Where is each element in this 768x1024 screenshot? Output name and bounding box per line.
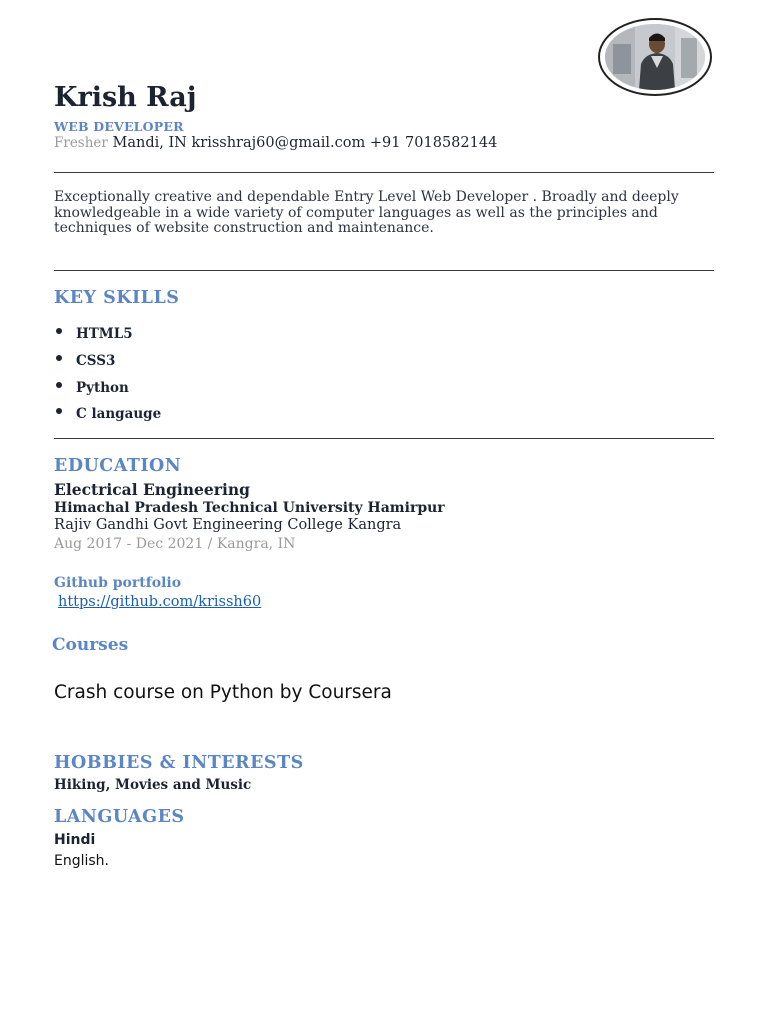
contact-details: Mandi, IN krisshraj60@gmail.com +91 7018582144 <box>112 135 498 151</box>
github-heading: Github portfolio <box>54 575 182 591</box>
person-photo-icon <box>605 24 705 90</box>
skill-label: C langauge <box>76 406 162 422</box>
bullet-icon <box>56 382 62 388</box>
hobbies-text: Hiking, Movies and Music <box>54 777 252 793</box>
candidate-name: Krish Raj <box>54 82 197 113</box>
education-dates: Aug 2017 - Dec 2021 / Kangra, IN <box>54 536 296 552</box>
degree-name: Electrical Engineering <box>54 480 250 499</box>
skill-item <box>56 326 133 342</box>
courses-heading: Courses <box>52 635 129 655</box>
hobbies-heading: HOBBIES & INTERESTS <box>54 753 304 773</box>
course-item: Crash course on Python by Coursera <box>54 682 392 703</box>
skill-item <box>56 406 161 422</box>
divider <box>54 438 714 439</box>
languages-heading: LANGUAGES <box>54 807 185 827</box>
skill-item <box>56 380 129 396</box>
skill-label: CSS3 <box>76 353 116 369</box>
bullet-icon <box>56 408 62 414</box>
skills-heading: KEY SKILLS <box>54 288 180 308</box>
bullet-icon <box>56 328 62 334</box>
divider <box>54 270 714 271</box>
status-label: Fresher <box>54 135 108 151</box>
job-title: WEB DEVELOPER <box>54 119 184 134</box>
skill-label: Python <box>76 380 129 396</box>
skill-label: HTML5 <box>76 326 133 342</box>
github-link[interactable]: https://github.com/krissh60 <box>58 594 262 610</box>
skill-item <box>56 353 115 369</box>
profile-photo <box>598 18 712 96</box>
summary-text: Exceptionally creative and dependable Entry Level Web Developer . Broadly and deeply knowledgeable in a wide variety of computer languages as well as the principles and techniques of website construction and maintenance. <box>54 189 679 236</box>
bullet-icon <box>56 355 62 361</box>
avatar <box>605 24 705 90</box>
contact-line <box>54 135 497 151</box>
education-heading: EDUCATION <box>54 456 182 476</box>
language-item: Hindi <box>54 832 96 848</box>
university-name: Himachal Pradesh Technical University Hamirpur <box>54 500 445 516</box>
college-name: Rajiv Gandhi Govt Engineering College Kangra <box>54 517 402 533</box>
divider <box>54 172 714 173</box>
language-item: English. <box>54 853 110 869</box>
